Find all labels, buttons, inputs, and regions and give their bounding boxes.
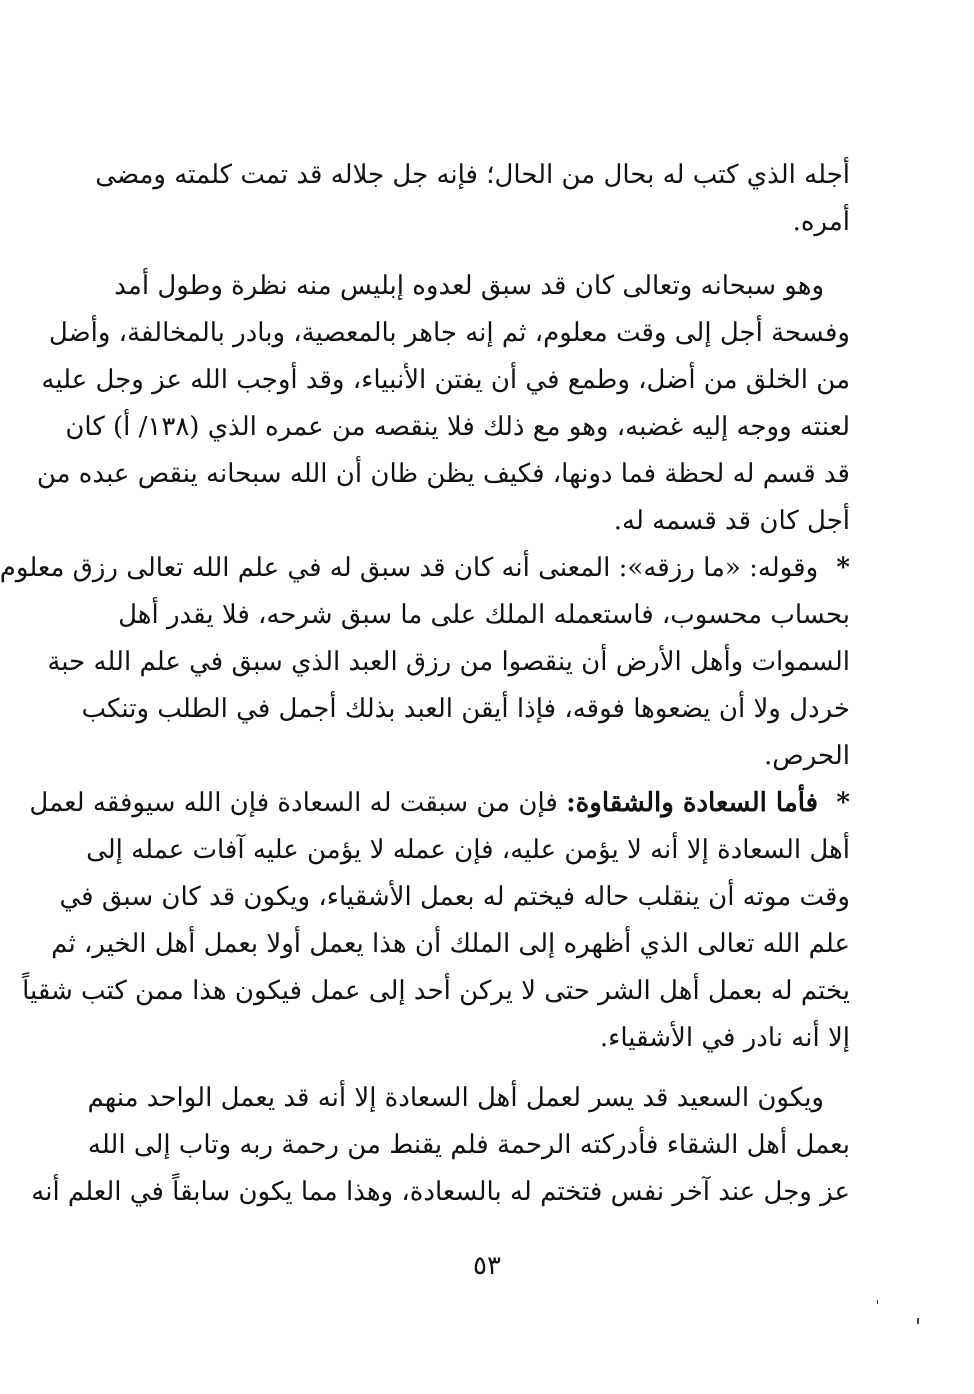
- text-line: يختم له بعمل أهل الشر حتى لا يركن أحد إلى عمل فيكون هذا ممن كتب شقياً: [22, 976, 850, 1006]
- paragraph-marker: *: [836, 553, 850, 583]
- section-heading: فأما السعادة والشقاوة:: [566, 788, 819, 818]
- text-line: ويكون السعيد قد يسر لعمل أهل السعادة إلا أنه قد يعمل الواحد منهم: [87, 1083, 824, 1113]
- text-line: [29, 780, 850, 827]
- paragraph-continuation: [95, 152, 850, 246]
- text-line: عز وجل عند آخر نفس فتختم له بالسعادة، وهذا مما يكون سابقاً في العلم أنه: [31, 1177, 850, 1207]
- text-line: خردل ولا أن يضعوها فوقه، فإذا أيقن العبد بذلك أجمل في الطلب وتنكب: [81, 694, 850, 724]
- text-line: وفسحة أجل إلى وقت معلوم، ثم إنه جاهر بالمعصية، وبادر بالمخالفة، وأضل: [48, 318, 850, 348]
- text-line: السموات وأهل الأرض أن ينقصوا من رزق العبد الذي سبق في علم الله حبة: [47, 647, 850, 677]
- text-line: أجل كان قد قسمه له.: [613, 506, 850, 536]
- text-line: إلا أنه نادر في الأشقياء.: [599, 1023, 850, 1053]
- paragraph-marker: *: [836, 788, 850, 818]
- text-line: [0, 545, 850, 592]
- text-line: وقت موته أن ينقلب حاله فيختم له بعمل الأشقياء، ويكون قد كان سبق في: [59, 882, 850, 912]
- text-line: أمره.: [792, 207, 850, 237]
- text-line: لعنته ووجه إليه غضبه، وهو مع ذلك فلا ينقصه من عمره الذي (١٣٨/ أ) كان: [65, 412, 850, 442]
- text-line: أجله الذي كتب له بحال من الحال؛ فإنه جل جلاله قد تمت كلمته ومضى: [95, 160, 850, 190]
- text-line: أهل السعادة إلا أنه لا يؤمن عليه، فإن عمله لا يؤمن عليه آفات عمله إلى: [86, 835, 850, 865]
- text-run: فإن من سبقت له السعادة فإن الله سيوفقه لعمل: [29, 788, 558, 818]
- paragraph-saada: [22, 780, 850, 1062]
- page-number: ٥٣: [473, 1251, 501, 1281]
- commentary-lead: وقوله: «ما رزقه»:: [618, 553, 819, 583]
- paragraph-iblis: [36, 263, 850, 545]
- text-line: وهو سبحانه وتعالى كان قد سبق لعدوه إبليس منه نظرة وطول أمد: [114, 271, 824, 301]
- paragraph-said: [31, 1075, 850, 1216]
- text-line: الحرص.: [764, 741, 850, 771]
- scan-speck: [917, 1318, 919, 1324]
- scan-speck: [877, 1300, 878, 1304]
- text-line: بعمل أهل الشقاء فأدركته الرحمة فلم يقنط من رحمة ربه وتاب إلى الله: [87, 1130, 850, 1160]
- text-line: قد قسم له لحظة فما دونها، فكيف يظن ظان أن الله سبحانه ينقص عبده من: [36, 459, 850, 489]
- text-line: من الخلق من أضل، وطمع في أن يفتن الأنبياء، وقد أوجب الله عز وجل عليه: [41, 365, 850, 395]
- text-run: المعنى أنه كان قد سبق له في علم الله تعالى رزق معلوم: [0, 553, 611, 583]
- text-line: علم الله تعالى الذي أظهره إلى الملك أن هذا يعمل أولا بعمل أهل الخير، ثم: [51, 929, 850, 959]
- text-line: بحساب محسوب، فاستعمله الملك على ما سبق شرحه، فلا يقدر أهل: [118, 600, 850, 630]
- paragraph-rizq: [0, 545, 850, 780]
